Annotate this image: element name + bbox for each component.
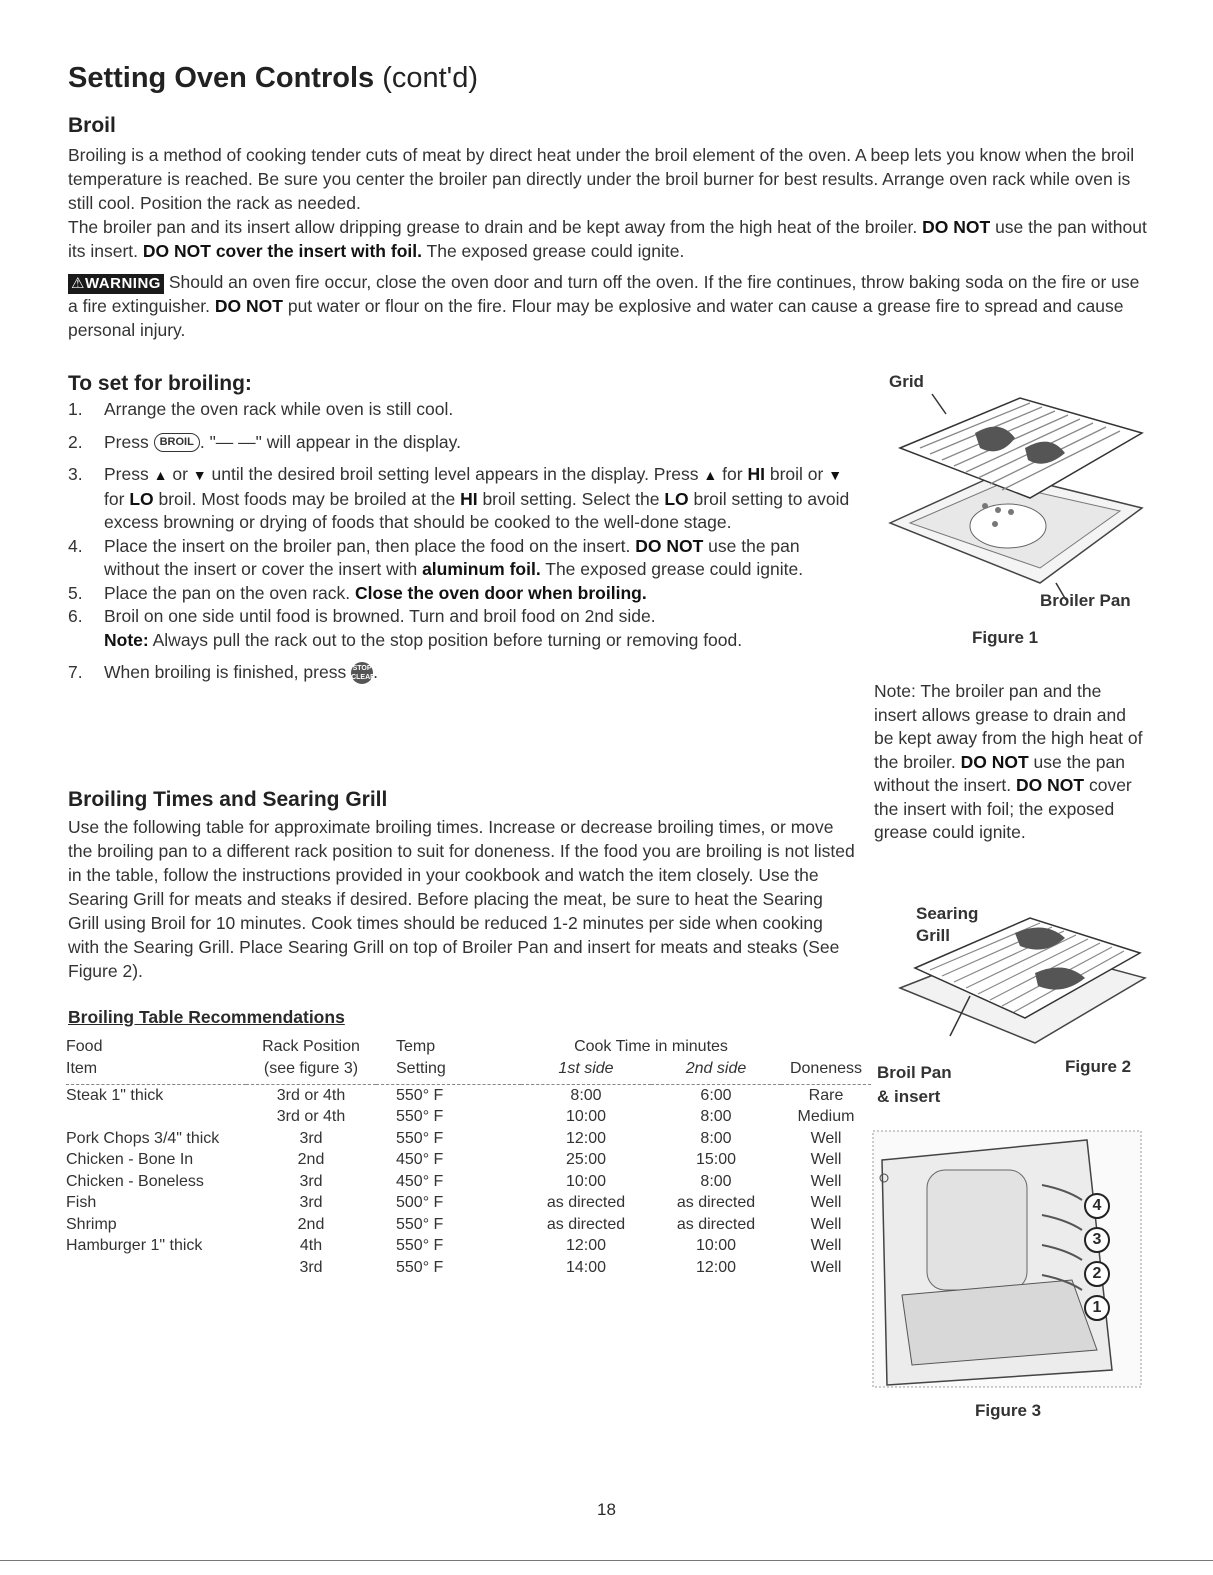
fig2-searing-text: Searing (916, 904, 979, 923)
broil-para-1: Broiling is a method of cooking tender cuts of meat by direct heat under the broil element of the oven. A beep lets you know when the broil temperature is reached. Be sure you center the broiler pan directly under the broil burner for best results. Arrange oven rack while oven is still cool. Position the rack as needed. (68, 145, 1135, 213)
step-text: Press (104, 431, 149, 452)
step-7: 7. When broiling is finished, press STOP CLEAR. (68, 661, 858, 685)
table-cell: 12:00 (565, 1129, 607, 1147)
table-cell: 450° F (396, 1151, 444, 1169)
rack-position-labels (1084, 1193, 1108, 1321)
fig2-caption: Figure 2 (1065, 1057, 1132, 1076)
step-number: 2. (68, 431, 83, 452)
table-cell: Medium (797, 1108, 855, 1126)
warning-block (68, 270, 1148, 342)
warning-text: Should an oven fire occur, close the oven door and turn off the oven. If the fire continues, throw baking soda on the fire or use a fire extinguisher. (68, 272, 1140, 316)
table-row (66, 1193, 871, 1215)
table-cell: 10:00 (565, 1172, 607, 1190)
broil-para-2-text-2: use the pan without its insert. (68, 217, 1147, 261)
page-title-cont: (cont'd) (382, 62, 478, 94)
table-cell: 8:00 (700, 1172, 732, 1190)
table-cell: Rare (808, 1086, 844, 1104)
fig2-insert-text: & insert (877, 1087, 941, 1106)
broiler-pan-illustration (880, 378, 1150, 608)
step-text: Place the pan on the oven rack. (104, 582, 351, 603)
step-number: 4. (68, 535, 83, 556)
step-text: broil setting. Select the (482, 488, 660, 509)
table-header-cell: Rack Position (262, 1038, 360, 1055)
table-row (66, 1171, 871, 1193)
step-note-text: Always pull the rack out to the stop position before turning or removing food. (152, 629, 743, 650)
table-cell: 3rd (299, 1194, 323, 1212)
table-header-cell: 2nd side (685, 1060, 747, 1077)
table-cell: 550° F (396, 1215, 444, 1233)
searing-text: Use the following table for approximate broiling times. Increase or decrease broiling times, or move the broiling pan to a different rack position to suit for doneness. If the food you are broiling is not listed in the table, follow the instructions provided in your cookbook and watch the item closely. Use the Searing Grill for meats and steaks if desired. Before placing the meat, be sure to heat the Searing Grill using Broil for 10 minutes. Cook times should be reduced 1-2 minutes per side when cooking with the Searing Grill. Place Searing Grill on top of Broiler Pan and insert for meats and steaks (See Figure 2). (68, 817, 855, 981)
fig2-pan-label (877, 1061, 952, 1109)
step-text: for (104, 488, 125, 509)
table-cell: 15:00 (695, 1151, 737, 1169)
step-6 (68, 605, 858, 652)
table-cell: Well (810, 1129, 842, 1147)
note-text-3: cover the insert with foil; the exposed grease could ignite. (874, 775, 1132, 842)
broiler-note (874, 680, 1144, 845)
step-text: use the pan without the insert or cover the insert with (104, 535, 800, 579)
table-cell: Well (810, 1258, 842, 1276)
broil-para-2 (68, 215, 1148, 263)
table-cell: Pork Chops 3/4" thick (66, 1129, 220, 1147)
table-header-cell: Item (66, 1060, 98, 1077)
step-emph: aluminum foil. (422, 559, 541, 579)
table-cell: Chicken - Bone In (66, 1151, 194, 1169)
up-arrow-icon: ▲ (153, 467, 168, 483)
warning-emph: DO NOT (214, 296, 283, 316)
rack-1-icon: 1 (1084, 1295, 1110, 1321)
table-cell: 3rd (299, 1172, 323, 1190)
warning-badge: ⚠WARNING (68, 274, 164, 294)
note-text-2: use the pan without the insert. (874, 751, 1125, 795)
down-arrow-icon: ▼ (828, 467, 843, 483)
table-cell: Well (810, 1237, 842, 1255)
broil-para-2-emph-2: DO NOT cover the insert with foil. (142, 241, 422, 261)
step-number: 1. (68, 399, 83, 419)
step-4 (68, 535, 858, 582)
table-header-cell: Temp (396, 1038, 436, 1055)
table-cell: 450° F (396, 1172, 444, 1190)
table-header-row-2 (66, 1058, 871, 1080)
table-cell (66, 1107, 246, 1129)
fig1-caption: Figure 1 (972, 628, 1039, 647)
warning-text-2: put water or flour on the fire. Flour may be explosive and water can cause a grease fire to spread and cause personal injury. (68, 296, 1124, 340)
step-emph: Close the oven door when broiling. (355, 582, 647, 603)
down-arrow-icon: ▼ (192, 467, 207, 483)
broil-para-2-emph: DO NOT (922, 217, 991, 237)
table-cell: Fish (66, 1194, 97, 1212)
table-cell: 12:00 (695, 1258, 737, 1276)
fig2-pan-text: Broil Pan (877, 1063, 952, 1082)
step-emph: HI (460, 488, 478, 509)
step-text: When broiling is finished, press (104, 662, 347, 682)
step-emph: LO (664, 488, 689, 509)
fig1-pan-label: Broiler Pan (1040, 591, 1131, 610)
table-cell: 4th (299, 1237, 323, 1255)
table-row (66, 1107, 871, 1129)
table-title: Broiling Table Recommendations (68, 1007, 345, 1027)
table-cell: 8:00 (700, 1108, 732, 1126)
table-cell: Shrimp (66, 1215, 117, 1233)
searing-heading: Broiling Times and Searing Grill (68, 788, 388, 811)
table-cell (66, 1257, 246, 1279)
table-cell: 550° F (396, 1258, 444, 1276)
table-cell: 10:00 (565, 1108, 607, 1126)
table-cell: 10:00 (695, 1237, 737, 1255)
broiling-steps (68, 398, 858, 685)
table-cell: Well (810, 1215, 842, 1233)
table-header-cell: (see figure 3) (263, 1060, 359, 1077)
table-cell: as directed (676, 1215, 756, 1233)
table-header-cell: Setting (396, 1060, 446, 1077)
fig3-caption: Figure 3 (975, 1401, 1042, 1420)
page-title (68, 62, 478, 95)
table-cell: 3rd or 4th (276, 1086, 346, 1104)
table-cell: 3rd (299, 1129, 323, 1147)
up-arrow-icon: ▲ (703, 467, 718, 483)
table-header-cell: Doneness (789, 1060, 863, 1077)
broil-para-2-text-3: The exposed grease could ignite. (426, 241, 685, 261)
table-cell: 25:00 (565, 1151, 607, 1169)
table-row (66, 1257, 871, 1279)
table-cell: Chicken - Boneless (66, 1172, 204, 1190)
table-cell: Steak 1" thick (66, 1086, 164, 1104)
note-text: Note: The broiler pan and the insert allows grease to drain and be kept away from the high heat of the broiler. (874, 681, 1143, 772)
table-cell: 8:00 (700, 1129, 732, 1147)
step-2 (68, 431, 858, 455)
table-cell: 550° F (396, 1237, 444, 1255)
set-broiling-heading: To set for broiling: (68, 372, 252, 395)
step-emph: HI (747, 464, 765, 484)
fig1-grid-label: Grid (889, 372, 924, 391)
table-cell: as directed (546, 1194, 626, 1212)
broil-para-2-text: The broiler pan and its insert allow dripping grease to drain and be kept away from the high heat of the broiler. (68, 217, 918, 237)
step-emph: LO (129, 488, 154, 509)
broil-key-icon: BROIL (154, 433, 200, 452)
table-cell: 550° F (396, 1108, 444, 1126)
step-text: The exposed grease could ignite. (545, 559, 804, 579)
fig2-grill-text: Grill (916, 926, 951, 945)
step-note-label: Note: (104, 629, 149, 650)
step-text: Press (104, 464, 149, 484)
bottom-rule (0, 1560, 1213, 1561)
broil-intro (68, 143, 1148, 263)
table-header-cell: Cook Time in minutes (574, 1038, 728, 1055)
step-3 (68, 463, 858, 535)
table-cell: 550° F (396, 1129, 444, 1147)
table-cell: Hamburger 1" thick (66, 1237, 203, 1255)
step-text: broil. Most foods may be broiled at the (158, 488, 456, 509)
step-text: Place the insert on the broiler pan, then place the food on the insert. (104, 535, 631, 556)
table-header-cell: Food (66, 1038, 103, 1055)
table-cell: 14:00 (565, 1258, 607, 1276)
step-text: Arrange the oven rack while oven is still cool. (104, 399, 454, 419)
table-cell: 3rd or 4th (276, 1108, 346, 1126)
table-cell: 2nd (297, 1215, 325, 1233)
table-header-cell: 1st side (558, 1060, 614, 1077)
page-title-main: Setting Oven Controls (68, 62, 375, 94)
table-row (66, 1128, 871, 1150)
step-text: broil setting to avoid excess browning or drying of foods that should be cooked to the well-done stage. (104, 488, 850, 532)
table-cell: 3rd (299, 1258, 323, 1276)
table-cell: Well (810, 1172, 842, 1190)
table-cell: 8:00 (570, 1086, 602, 1104)
table-cell: as directed (676, 1194, 756, 1212)
broiling-table (66, 1036, 871, 1279)
note-emph: DO NOT (960, 751, 1029, 772)
step-text: Broil on one side until food is browned. Turn and broil food on 2nd side. (104, 606, 656, 626)
table-row (66, 1085, 871, 1107)
table-cell: Well (810, 1151, 842, 1169)
table-cell: 550° F (396, 1086, 444, 1104)
step-emph: DO NOT (635, 535, 704, 556)
table-cell: as directed (546, 1215, 626, 1233)
table-cell: 2nd (297, 1151, 325, 1169)
step-text-2: . "— —" will appear in the display. (199, 431, 461, 452)
step-text: or (172, 464, 188, 484)
fig2-searing-label (916, 903, 978, 947)
table-cell: 500° F (396, 1194, 444, 1212)
step-text: until the desired broil setting level appears in the display. Press (211, 464, 699, 484)
broil-heading: Broil (68, 114, 116, 137)
step-text: for (722, 464, 743, 484)
note-emph-2: DO NOT (1016, 775, 1085, 795)
step-number: 6. (68, 606, 83, 626)
rack-2-icon: 2 (1084, 1261, 1110, 1287)
table-cell: 12:00 (565, 1237, 607, 1255)
rack-3-icon: 3 (1084, 1227, 1110, 1253)
table-cell: 6:00 (700, 1086, 732, 1104)
page-number: 18 (597, 1500, 616, 1519)
rack-4-icon: 4 (1084, 1193, 1110, 1219)
step-number: 7. (68, 662, 83, 682)
table-cell: Well (810, 1194, 842, 1212)
step-number: 5. (68, 582, 83, 603)
table-row (66, 1214, 871, 1236)
step-5 (68, 582, 858, 606)
table-header-row-1 (66, 1036, 871, 1058)
step-1 (68, 398, 858, 422)
table-row (66, 1236, 871, 1258)
step-text: broil or (769, 464, 824, 484)
step-number: 3. (68, 464, 83, 484)
stop-clear-key-icon: STOP CLEAR (351, 662, 373, 684)
table-header-cell (781, 1036, 871, 1058)
table-row (66, 1150, 871, 1172)
